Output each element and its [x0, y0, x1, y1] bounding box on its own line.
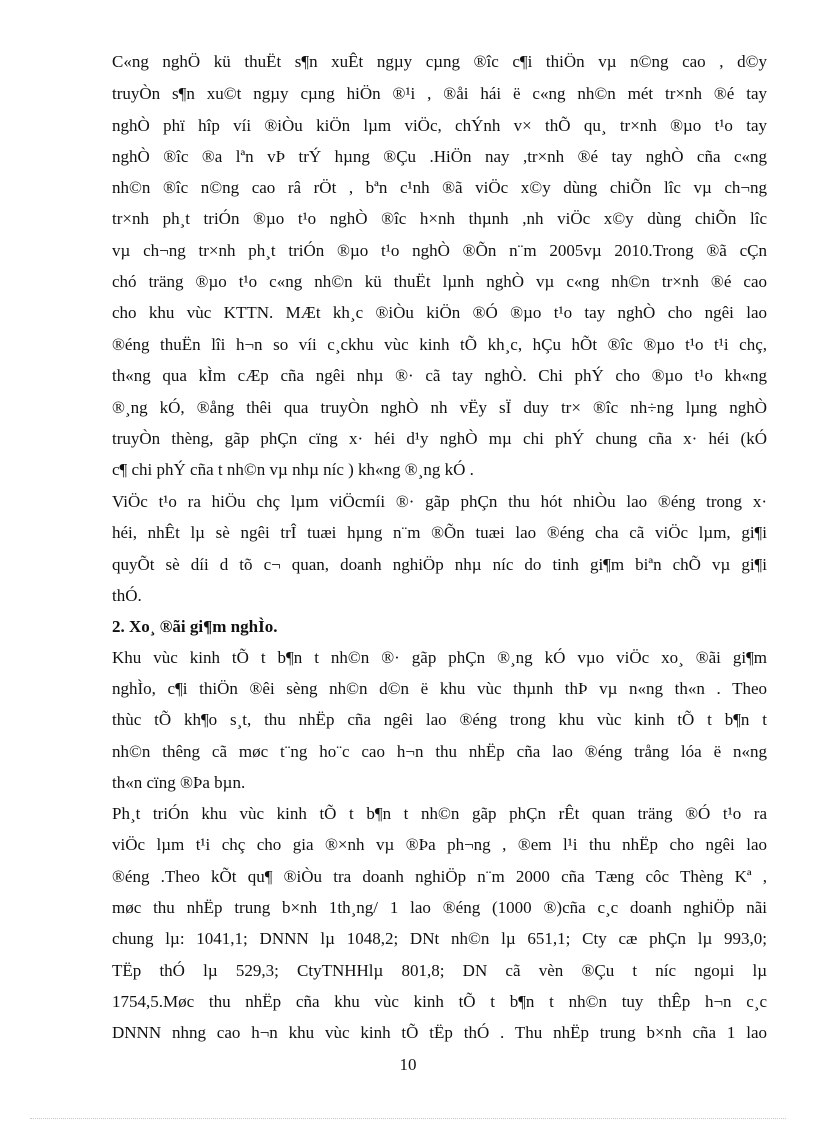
paragraph-line: nh©n ®îc n©ng cao râ rÖt , bªn c¹nh ®ã viÖc x©y dùng chiÕn lîc vµ ch¬ng — [112, 178, 767, 197]
paragraph-line: DNNN nhng cao h¬n khu vùc kinh tÕ tËp thÓ . Thu nhËp trung b×nh cña 1 lao — [112, 1023, 767, 1042]
paragraph-line: 1754,5.Møc thu nhËp cña khu vùc kinh tÕ t b¶n t nh©n tuy thÊp h¬n c¸c — [112, 992, 767, 1011]
paragraph-line: ViÖc t¹o ra hiÖu chç lµm viÖcmíi ®· gãp phÇn thu hót nhiÒu lao ®éng trong x· — [112, 492, 767, 511]
paragraph-line: truyÒn thèng, gãp phÇn cïng x· héi d¹y nghÒ mµ chi phÝ chung cña x· héi (kÓ — [112, 429, 767, 448]
paragraph-line: nghÌo, c¶i thiÖn ®êi sèng nh©n d©n ë khu vùc thµnh thÞ vµ n«ng th«n . Theo — [112, 679, 767, 698]
page-bottom-divider — [30, 1118, 786, 1119]
section-heading: 2. Xo¸ ®ãi gi¶m nghÌo. — [112, 617, 278, 636]
paragraph-line: vµ ch¬ng tr×nh ph¸t triÓn ®µo t¹o nghÒ ®Õn n¨m 2005vµ 2010.Trong ®ã cÇn — [112, 241, 767, 260]
paragraph-line: nh©n thêng cã møc t¨ng ho¨c cao h¬n thu nhËp cña lao ®éng trång lóa ë n«ng — [112, 742, 767, 761]
paragraph-line: thÓ. — [112, 586, 142, 605]
paragraph-line: nghÒ ®îc ®a lªn vÞ trÝ hµng ®Çu .HiÖn nay ,tr×nh ®é tay nghÒ cña c«ng — [112, 147, 767, 166]
paragraph-line: thùc tÕ kh¶o s¸t, thu nhËp cña ngêi lao ®éng trong khu vùc kinh tÕ t b¶n t — [112, 710, 767, 729]
paragraph-line: th«n cïng ®Þa bµn. — [112, 773, 246, 792]
paragraph-line: truyÒn s¶n xu©t ngµy cµng hiÖn ®¹i , ®åi hái ë c«ng nh©n mét tr×nh ®é tay — [112, 84, 767, 103]
paragraph-line: tr×nh ph¸t triÓn ®µo t¹o nghÒ ®îc h×nh thµnh ,nh viÖc x©y dùng chiÕn lîc — [112, 209, 767, 228]
paragraph-line: cho khu vùc KTTN. MÆt kh¸c ®iÒu kiÖn ®Ó ®µo t¹o tay nghÒ cho ngêi lao — [112, 303, 767, 322]
paragraph-line: Khu vùc kinh tÕ t b¶n t nh©n ®· gãp phÇn ®¸ng kÓ vµo viÖc xo¸ ®ãi gi¶m — [112, 648, 767, 667]
paragraph-line: chó träng ®µo t¹o c«ng nh©n kü thuËt lµnh nghÒ vµ c«ng nh©n tr×nh ®é cao — [112, 272, 767, 291]
paragraph-line: Ph¸t triÓn khu vùc kinh tÕ t b¶n t nh©n gãp phÇn rÊt quan träng ®Ó t¹o ra — [112, 804, 767, 823]
paragraph-line: TËp thÓ lµ 529,3; CtyTNHHlµ 801,8; DN cã vèn ®Çu t níc ngoµi lµ — [112, 961, 767, 980]
paragraph-line: C«ng nghÖ kü thuËt s¶n xuÊt ngµy cµng ®îc c¶i thiÖn vµ n©ng cao , d©y — [112, 52, 767, 71]
paragraph-line: ®éng .Theo kÕt qu¶ ®iÒu tra doanh nghiÖp n¨m 2000 cña Tæng côc Thèng Kª , — [112, 867, 767, 886]
paragraph-line: ®¸ng kÓ, ®ång thêi qua truyÒn nghÒ nh vËy sÏ duy tr× ®îc nh÷ng lµng nghÒ — [112, 398, 767, 417]
paragraph-line: quyÕt sè díi d tõ c¬ quan, doanh nghiÖp nhµ níc do tinh gi¶m biªn chÕ vµ gi¶i — [112, 555, 767, 574]
paragraph-line: ®éng thuËn lîi h¬n so víi c¸ckhu vùc kinh tÕ kh¸c, hÇu hÕt ®îc ®µo t¹o t¹i chç, — [112, 335, 767, 354]
paragraph-line: héi, nhÊt lµ sè ngêi trÎ tuæi hµng n¨m ®Õn tuæi lao ®éng cha cã viÖc lµm, gi¶i — [112, 523, 767, 542]
paragraph-line: nghÒ phï hîp víi ®iÒu kiÖn lµm viÖc, chÝnh v× thÕ qu¸ tr×nh ®µo t¹o tay — [112, 116, 767, 135]
paragraph-line: viÖc lµm t¹i chç cho gia ®×nh vµ ®Þa ph¬ng , ®em l¹i thu nhËp cho ngêi lao — [112, 835, 767, 854]
paragraph-line: møc thu nhËp trung b×nh 1th¸ng/ 1 lao ®éng (1000 ®)cña c¸c doanh nghiÖp nãi — [112, 898, 767, 917]
paragraph-line: c¶ chi phÝ cña t nh©n vµ nhµ níc ) kh«ng ®¸ng kÓ . — [112, 460, 474, 479]
paragraph-line: chung lµ: 1041,1; DNNN lµ 1048,2; DNt nh©n lµ 651,1; Cty cæ phÇn lµ 993,0; — [112, 929, 767, 948]
paragraph-line: th«ng qua kÌm cÆp cña ngêi nhµ ®· cã tay nghÒ. Chi phÝ cho ®µo t¹o kh«ng — [112, 366, 767, 385]
page-number: 10 — [399, 1055, 417, 1074]
